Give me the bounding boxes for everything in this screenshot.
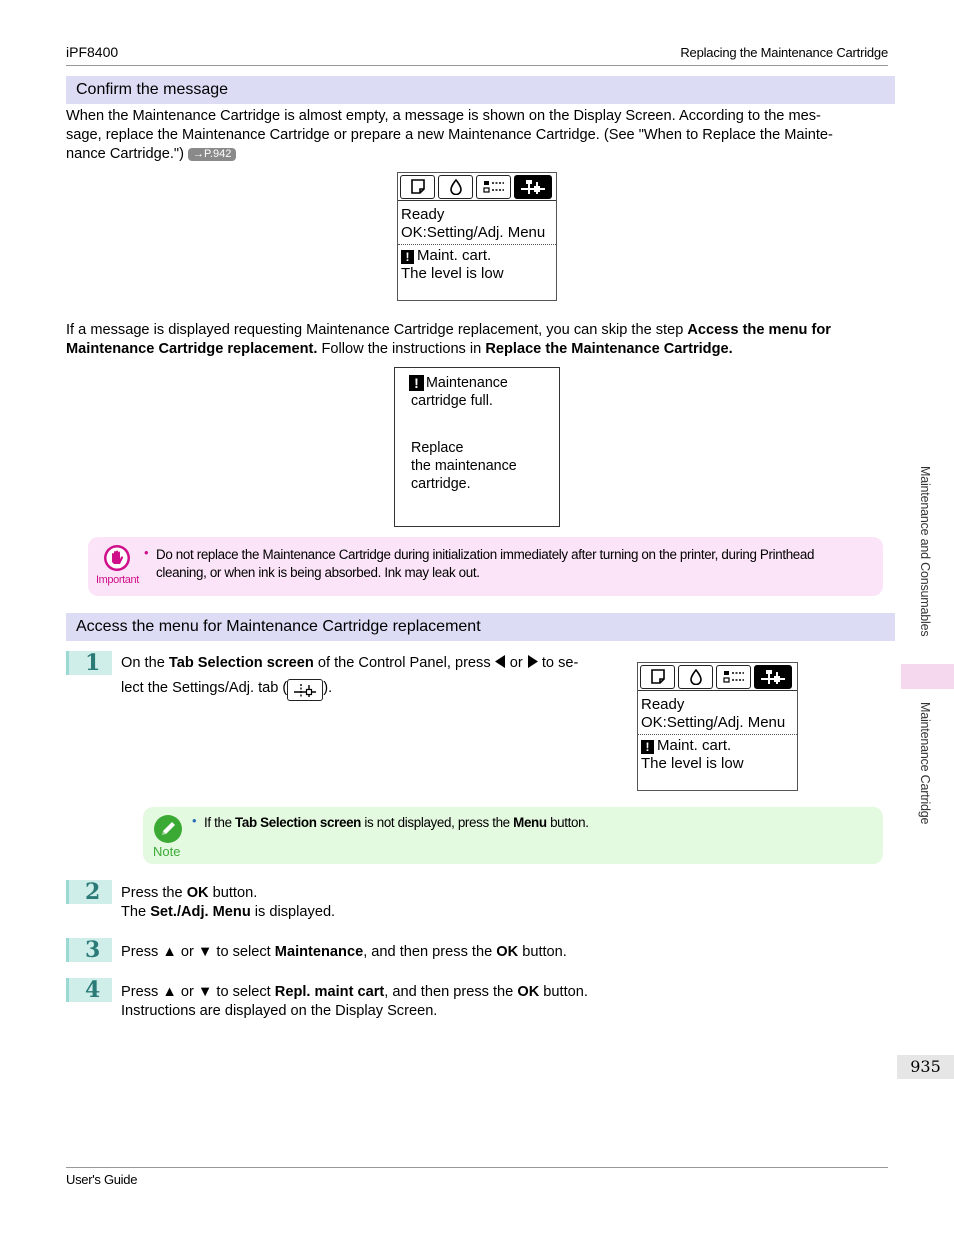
- warning-icon: !: [401, 250, 414, 264]
- replace-message-screen: ! Maintenance cartridge full. Replace the maintenance cartridge.: [394, 367, 560, 527]
- ink-tab-icon: [438, 175, 473, 199]
- sidebar-current-marker: [901, 664, 954, 689]
- note-label: Note: [153, 844, 181, 859]
- sidebar-chapter-label: Maintenance and Consumables: [918, 466, 932, 637]
- paper-tab-icon: [640, 665, 675, 689]
- settings-tab-icon: [754, 665, 792, 689]
- ink-tab-icon: [678, 665, 713, 689]
- step-2-text: Press the OK button. The Set./Adj. Menu is displayed.: [121, 885, 336, 920]
- bullet-icon: •: [192, 813, 197, 828]
- section-heading-confirm: Confirm the message: [66, 76, 895, 104]
- bullet-icon: •: [144, 545, 149, 560]
- left-arrow-icon: [495, 655, 506, 668]
- right-arrow-icon: [527, 655, 538, 668]
- header-rule: [66, 65, 888, 66]
- skip-paragraph: If a message is displayed requesting Maintenance Cartridge replacement, you can skip the step Access the menu for Maintenance Cartridge replacement. Follow the instructions in Replace the Maintenance Cartridge.: [66, 322, 831, 357]
- warning-icon: !: [641, 740, 654, 754]
- step-3-text: Press ▲ or ▼ to select Maintenance, and then press the OK button.: [121, 944, 567, 960]
- lcd-tab-row: [398, 173, 556, 201]
- step-number-1: 1: [66, 651, 112, 675]
- settings-tab-icon: [514, 175, 552, 199]
- footer-rule: [66, 1167, 888, 1168]
- warning-icon: !: [409, 375, 424, 391]
- step-number-2: 2: [66, 880, 112, 904]
- step-4-text: Press ▲ or ▼ to select Repl. maint cart, and then press the OK button. Instructions are displayed on the Display Screen.: [121, 984, 588, 1019]
- job-tab-icon: [476, 175, 511, 199]
- header-model: iPF8400: [66, 44, 119, 60]
- confirm-paragraph: When the Maintenance Cartridge is almost empty, a message is shown on the Display Screen. According to the mes- sage, replace the Maintenance Cartridge or prepare a new Maintenance Cartridge. (See "When to Replace the Mainte- nance Cartridge.") →P.942: [66, 108, 833, 162]
- sidebar-section-label: Maintenance Cartridge: [918, 702, 932, 825]
- step-number-3: 3: [66, 938, 112, 962]
- step-1-text: On the Tab Selection screen of the Control Panel, press or to se- lect the Settings/Adj. tab ( ).: [121, 654, 578, 701]
- header-section-title: Replacing the Maintenance Cartridge: [680, 45, 888, 60]
- page-number: 935: [897, 1055, 954, 1079]
- step-number-4: 4: [66, 978, 112, 1002]
- footer-guide-title: User's Guide: [66, 1172, 138, 1187]
- lcd-display-screen: Ready OK:Setting/Adj. Menu ! Maint. cart. The level is low: [397, 172, 557, 301]
- section-heading-access-menu: Access the menu for Maintenance Cartridge replacement: [66, 613, 895, 641]
- paper-tab-icon: [400, 175, 435, 199]
- lcd-tab-row: [638, 663, 797, 691]
- page-reference-link[interactable]: →P.942: [188, 148, 236, 161]
- lcd-display-screen: Ready OK:Setting/Adj. Menu ! Maint. cart. The level is low: [637, 662, 798, 791]
- settings-tab-icon: [287, 679, 323, 701]
- important-label: Important: [96, 574, 139, 586]
- job-tab-icon: [716, 665, 751, 689]
- note-callout: Note • If the Tab Selection screen is not displayed, press the Menu button.: [143, 807, 883, 864]
- important-hand-icon: [103, 544, 131, 577]
- important-callout: Important • Do not replace the Maintenance Cartridge during initialization immediately after turning on the printer, during Printhead cleaning, or when ink is being absorbed. Ink may leak out.: [88, 537, 883, 596]
